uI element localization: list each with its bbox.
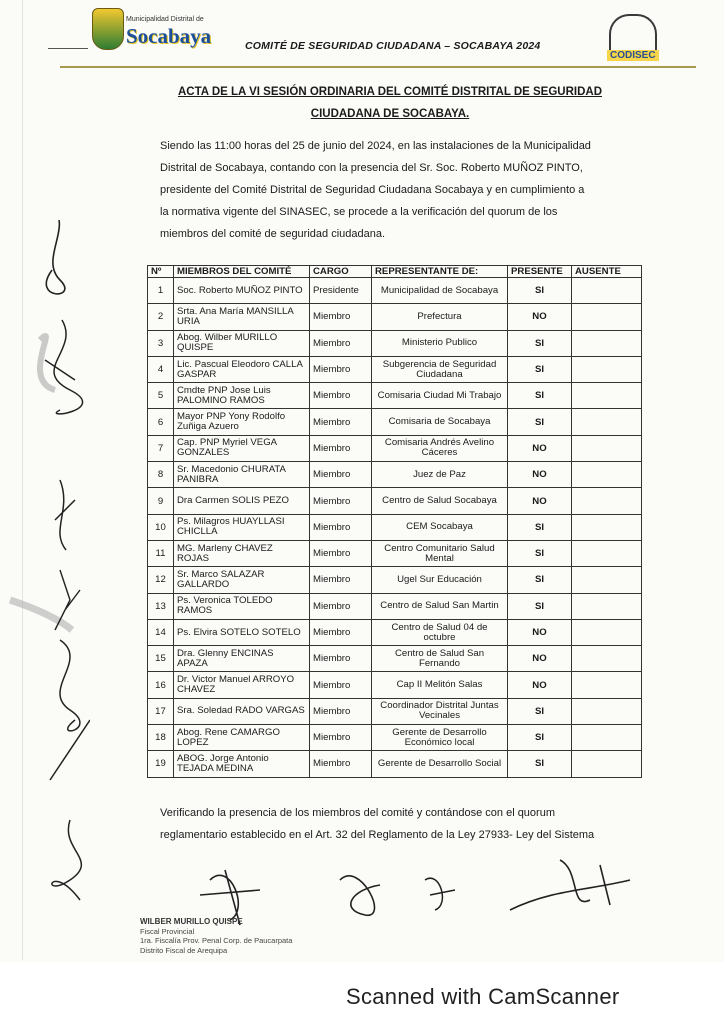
member-absent [572, 698, 642, 724]
row-number: 4 [148, 356, 174, 382]
member-cargo: Presidente [310, 278, 372, 304]
closing-line: reglamentario establecido en el Art. 32 del Reglamento de la Ley 27933- Ley del Sistema [160, 829, 595, 841]
member-representative: Municipalidad de Socabaya [372, 278, 508, 304]
table-row [148, 409, 642, 435]
row-number: 8 [148, 462, 174, 488]
member-absent [572, 383, 642, 409]
header-title: COMITÉ DE SEGURIDAD CIUDADANA – SOCABAYA 2024 [245, 40, 541, 52]
intro-line: Distrital de Socabaya, contando con la presencia del Sr. Soc. Roberto MUÑOZ PINTO, [160, 162, 583, 174]
member-representative: Gerente de Desarrollo Económico local [372, 725, 508, 751]
member-cargo: Miembro [310, 462, 372, 488]
member-cargo: Miembro [310, 356, 372, 382]
member-representative: Juez de Paz [372, 462, 508, 488]
member-present: SI [508, 593, 572, 619]
member-cargo: Miembro [310, 593, 372, 619]
member-present: SI [508, 725, 572, 751]
member-representative: CEM Socabaya [372, 514, 508, 540]
stamp-name: WILBER MURILLO QUISPE [140, 917, 243, 926]
member-name: Sra. Soledad RADO VARGAS [174, 698, 310, 724]
member-absent [572, 593, 642, 619]
prosecutor-stamp [140, 917, 292, 955]
row-number: 3 [148, 330, 174, 356]
member-cargo: Miembro [310, 698, 372, 724]
member-absent [572, 567, 642, 593]
member-present: NO [508, 672, 572, 698]
table-row [148, 751, 642, 777]
member-representative: Subgerencia de Seguridad Ciudadana [372, 356, 508, 382]
stamp-line: Distrito Fiscal de Arequipa [140, 945, 228, 955]
member-present: NO [508, 462, 572, 488]
table-row [148, 462, 642, 488]
member-cargo: Miembro [310, 514, 372, 540]
row-number: 16 [148, 672, 174, 698]
table-header-row [148, 266, 642, 278]
member-cargo: Miembro [310, 567, 372, 593]
stamp-line: 1ra. Fiscalía Prov. Penal Corp. de Paucarpata [140, 936, 293, 945]
member-absent [572, 356, 642, 382]
member-absent [572, 409, 642, 435]
member-cargo: Miembro [310, 672, 372, 698]
member-present: SI [508, 278, 572, 304]
member-absent [572, 672, 642, 698]
member-present: SI [508, 514, 572, 540]
member-cargo: Miembro [310, 540, 372, 566]
header-rule [60, 66, 696, 68]
member-absent [572, 514, 642, 540]
logo-big-text: Socabaya [126, 24, 212, 48]
intro-line: presidente del Comité Distrital de Seguridad Ciudadana Socabaya y en cumplimiento a [160, 184, 585, 196]
member-present: SI [508, 567, 572, 593]
member-absent [572, 751, 642, 777]
member-representative: Centro de Salud San Martin [372, 593, 508, 619]
member-present: SI [508, 383, 572, 409]
attendance-table [147, 265, 642, 778]
member-absent [572, 488, 642, 514]
header-present: PRESENTE [508, 266, 572, 278]
codisec-people-icon [609, 14, 657, 52]
table-row [148, 593, 642, 619]
header-left-rule [48, 48, 88, 49]
row-number: 5 [148, 383, 174, 409]
table-row [148, 619, 642, 645]
member-name: Dra Carmen SOLIS PEZO [174, 488, 310, 514]
member-cargo: Miembro [310, 409, 372, 435]
member-representative: Coordinador Distrital Juntas Vecinales [372, 698, 508, 724]
member-name: Mayor PNP Yony Rodolfo Zuñiga Azuero [174, 409, 310, 435]
table-row [148, 698, 642, 724]
table-row [148, 278, 642, 304]
header-member: MIEMBROS DEL COMITÉ [174, 266, 310, 278]
table-row [148, 567, 642, 593]
row-number: 15 [148, 646, 174, 672]
header-cargo: CARGO [310, 266, 372, 278]
member-name: Lic. Pascual Eleodoro CALLA GASPAR [174, 356, 310, 382]
member-representative: Centro Comunitario Salud Mental [372, 540, 508, 566]
row-number: 13 [148, 593, 174, 619]
member-present: NO [508, 646, 572, 672]
member-cargo: Miembro [310, 619, 372, 645]
member-present: SI [508, 698, 572, 724]
codisec-logo [603, 14, 663, 70]
member-name: Srta. Ana María MANSILLA URIA [174, 304, 310, 330]
table-row [148, 646, 642, 672]
intro-line: la normativa vigente del SINASEC, se procede a la verificación del quorum de los [160, 206, 558, 218]
row-number: 6 [148, 409, 174, 435]
closing-line: Verificando la presencia de los miembros del comité y contándose con el quorum [160, 807, 555, 819]
member-representative: Centro de Salud 04 de octubre [372, 619, 508, 645]
intro-paragraph [160, 135, 616, 245]
member-present: NO [508, 488, 572, 514]
member-name: Dr. Victor Manuel ARROYO CHAVEZ [174, 672, 310, 698]
member-absent [572, 462, 642, 488]
row-number: 12 [148, 567, 174, 593]
intro-line: Siendo las 11:00 horas del 25 de junio del 2024, en las instalaciones de la Municipalidad [160, 140, 591, 152]
municipality-logo [92, 6, 212, 56]
member-representative: Centro de Salud San Fernando [372, 646, 508, 672]
member-name: Cap. PNP Myriel VEGA GONZALES [174, 435, 310, 461]
row-number: 14 [148, 619, 174, 645]
table-row [148, 514, 642, 540]
table-row [148, 725, 642, 751]
member-representative: Cap II Melitón Salas [372, 672, 508, 698]
codisec-logo-text: CODISEC [607, 50, 659, 61]
member-cargo: Miembro [310, 304, 372, 330]
header-absent: AUSENTE [572, 266, 642, 278]
header-number: Nº [148, 266, 174, 278]
member-cargo: Miembro [310, 725, 372, 751]
member-absent [572, 619, 642, 645]
document-title-line-1: ACTA DE LA VI SESIÓN ORDINARIA DEL COMITÉ DISTRITAL DE SEGURIDAD [177, 86, 603, 98]
member-absent [572, 330, 642, 356]
member-representative: Prefectura [372, 304, 508, 330]
municipality-shield-icon [92, 8, 124, 50]
member-representative: Comisaria Andrés Avelino Cáceres [372, 435, 508, 461]
intro-line: miembros del comité de seguridad ciudadana. [160, 228, 386, 240]
member-cargo: Miembro [310, 751, 372, 777]
table-row [148, 672, 642, 698]
member-name: Ps. Milagros HUAYLLASI CHICLLA [174, 514, 310, 540]
row-number: 17 [148, 698, 174, 724]
member-present: SI [508, 330, 572, 356]
member-name: Abog. Wilber MURILLO QUISPE [174, 330, 310, 356]
member-name: Soc. Roberto MUÑOZ PINTO [174, 278, 310, 304]
row-number: 7 [148, 435, 174, 461]
table-row [148, 488, 642, 514]
member-name: Sr. Marco SALAZAR GALLARDO [174, 567, 310, 593]
member-cargo: Miembro [310, 646, 372, 672]
member-present: SI [508, 409, 572, 435]
camscanner-watermark: Scanned with CamScanner [346, 984, 620, 1009]
member-present: SI [508, 356, 572, 382]
member-representative: Ugel Sur Educación [372, 567, 508, 593]
member-absent [572, 278, 642, 304]
table-row [148, 330, 642, 356]
member-name: Dra. Glenny ENCINAS APAZA [174, 646, 310, 672]
member-name: Abog. Rene CAMARGO LOPEZ [174, 725, 310, 751]
member-cargo: Miembro [310, 488, 372, 514]
stamp-line: Fiscal Provincial [140, 926, 195, 936]
member-name: Cmdte PNP Jose Luis PALOMINO RAMOS [174, 383, 310, 409]
member-representative: Centro de Salud Socabaya [372, 488, 508, 514]
member-cargo: Miembro [310, 435, 372, 461]
member-present: SI [508, 540, 572, 566]
member-present: NO [508, 304, 572, 330]
header-representative: REPRESENTANTE DE: [372, 266, 508, 278]
member-absent [572, 304, 642, 330]
member-present: NO [508, 435, 572, 461]
closing-paragraph [160, 802, 616, 846]
row-number: 10 [148, 514, 174, 540]
member-representative: Comisaria Ciudad Mi Trabajo [372, 383, 508, 409]
row-number: 11 [148, 540, 174, 566]
member-cargo: Miembro [310, 330, 372, 356]
member-absent [572, 435, 642, 461]
member-representative: Ministerio Publico [372, 330, 508, 356]
row-number: 19 [148, 751, 174, 777]
member-representative: Comisaria de Socabaya [372, 409, 508, 435]
table-row [148, 383, 642, 409]
table-row [148, 304, 642, 330]
member-name: MG. Marleny CHAVEZ ROJAS [174, 540, 310, 566]
row-number: 1 [148, 278, 174, 304]
member-absent [572, 725, 642, 751]
member-name: ABOG. Jorge Antonio TEJADA MEDINA [174, 751, 310, 777]
member-present: SI [508, 751, 572, 777]
row-number: 18 [148, 725, 174, 751]
member-absent [572, 540, 642, 566]
document-title-line-2: CIUDADANA DE SOCABAYA. [310, 108, 470, 120]
member-present: NO [508, 619, 572, 645]
row-number: 2 [148, 304, 174, 330]
margin-signatures [0, 220, 90, 920]
member-name: Ps. Veronica TOLEDO RAMOS [174, 593, 310, 619]
member-name: Sr. Macedonio CHURATA PANIBRA [174, 462, 310, 488]
table-row [148, 540, 642, 566]
table-row [148, 435, 642, 461]
table-row [148, 356, 642, 382]
member-representative: Gerente de Desarrollo Social [372, 751, 508, 777]
member-name: Ps. Elvira SOTELO SOTELO [174, 619, 310, 645]
logo-small-text: Municipalidad Distrital de [126, 16, 204, 23]
member-absent [572, 646, 642, 672]
member-cargo: Miembro [310, 383, 372, 409]
row-number: 9 [148, 488, 174, 514]
